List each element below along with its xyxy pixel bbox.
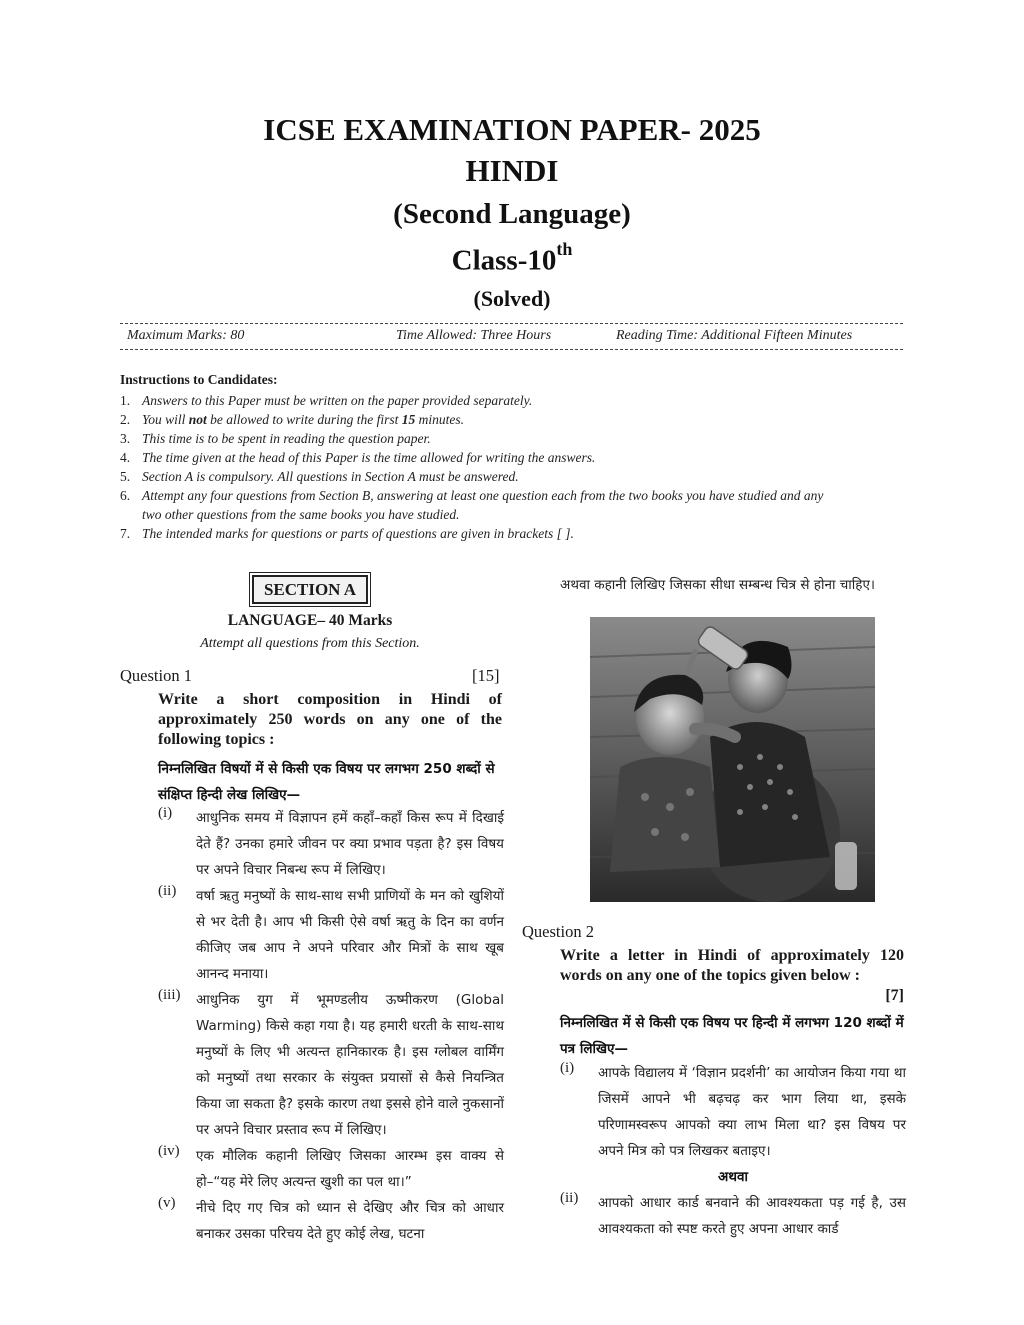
instruction-number: 3. <box>120 431 131 446</box>
instruction-number: 1. <box>120 393 131 408</box>
or-label: अथवा <box>718 1169 748 1185</box>
reading-time: Reading Time: Additional Fifteen Minutes <box>616 328 853 343</box>
instruction-text: You will <box>142 412 189 427</box>
instruction-number: 5. <box>120 469 131 484</box>
instruction-item <box>120 410 905 429</box>
option-text: आपको आधार कार्ड बनवाने की आवश्यकता पड़ गई है, उस आवश्यकता को स्पष्ट करते हुए अपना आधार कार्ड <box>598 1195 906 1237</box>
instruction-text: Answers to this Paper must be written on the paper provided separately. <box>142 393 533 408</box>
instruction-continuation: two other questions from the same books you have studied. <box>142 507 460 522</box>
option-v-continuation: अथवा कहानी लिखिए जिसका सीधा सम्बन्ध चित्र से होना चाहिए। <box>560 577 876 593</box>
option-iv <box>158 1143 504 1195</box>
instruction-text: Attempt any four questions from Section B, answering at least one question each from the two books you have studied and any <box>142 488 824 503</box>
question-2-options <box>560 1060 906 1242</box>
option-label: (v) <box>158 1195 176 1211</box>
question-1-options <box>158 805 504 1247</box>
option-text: आपके विद्यालय में ‘विज्ञान प्रदर्शनी’ का आयोजन किया गया था जिसमें आपने भी बढ़चढ़ कर भाग लिया था, इसके परिणामस्वरूप आपको क्या लाभ मिला था? इस विषय पर अपने मित्र को पत्र लिखकर बताइए। <box>598 1065 906 1159</box>
section-language-marks: LANGUAGE– 40 Marks <box>227 612 393 629</box>
section-a-box: SECTION A <box>252 575 368 604</box>
question-1-title: Question 1 <box>120 666 192 685</box>
instruction-item <box>120 429 905 448</box>
class-title <box>0 239 1024 278</box>
max-marks: Maximum Marks: 80 <box>127 328 245 343</box>
instruction-text-bold: 15 <box>401 412 416 427</box>
instruction-text: The time given at the head of this Paper is the time allowed for writing the answers. <box>142 450 596 465</box>
divider-top <box>120 323 903 324</box>
question-1-hindi: निम्नलिखित विषयों में से किसी एक विषय पर लगभग 250 शब्दों से संक्षिप्त हिन्दी लेख लिखिए— <box>158 761 495 803</box>
instruction-item <box>120 391 905 410</box>
instruction-item <box>120 448 905 467</box>
subject-title: HINDI <box>465 153 559 188</box>
option-label: (iii) <box>158 987 181 1003</box>
letter-option-ii <box>560 1190 906 1242</box>
option-text: वर्षा ऋतु मनुष्यों के साथ-साथ सभी प्राणियों के मन को खुशियों से भर देती है। आप भी किसी ऐसे वर्षा ऋतु के दिन का वर्णन कीजिए जब आप ने अपने परिवार और मित्रों के साथ खूब आनन्द मनाया। <box>196 888 504 982</box>
instruction-text: be allowed to write during the first <box>206 412 402 427</box>
instruction-text: minutes. <box>415 412 465 427</box>
instruction-number: 2. <box>120 412 131 427</box>
question-2-title: Question 2 <box>522 922 594 941</box>
instruction-number: 4. <box>120 450 131 465</box>
question-1-body <box>158 690 502 808</box>
instruction-item <box>120 467 905 486</box>
question-2-marks: [7] <box>885 987 904 1004</box>
instructions-list <box>120 391 905 543</box>
question-1-english: Write a short composition in Hindi of approximately 250 words on any one of the following topics : <box>158 691 502 748</box>
option-text: नीचे दिए गए चित्र को ध्यान से देखिए और चित्र को आधार बनाकर उसका परिचय देते हुए कोई लेख, घटना <box>196 1200 504 1242</box>
option-ii <box>158 883 504 987</box>
option-text: आधुनिक युग में भूमण्डलीय ऊष्मीकरण (Global Warming) किसे कहा गया है। यह हमारी धरती के साथ-साथ मनुष्यों के लिए भी अत्यन्त हानिकारक है। इस ग्लोबल वार्मिंग को मनुष्यों तथा सरकार के संयुक्त प्रयासों से कैसे नियन्त्रित किया जा सकता है? इसके कारण तथा इससे होने वाले नुकसानों पर अपने विचार प्रस्ताव रूप में लिखिए। <box>196 992 504 1138</box>
solved-label: (Solved) <box>473 286 551 311</box>
divider-bottom <box>120 349 903 350</box>
question-2-hindi: निम्नलिखित में से किसी एक विषय पर हिन्दी में लगभग 120 शब्दों में पत्र लिखिए— <box>560 1015 904 1057</box>
instruction-text: The intended marks for questions or parts of questions are given in brackets [ ]. <box>142 526 574 541</box>
option-text: आधुनिक समय में विज्ञापन हमें कहाँ–कहाँ किस रूप में दिखाई देते हैं? उनका हमारे जीवन पर क्या प्रभाव पड़ता है? इस विषय पर अपने विचार निबन्ध रूप में लिखिए। <box>196 810 504 878</box>
instruction-text: Section A is compulsory. All questions in Section A must be answered. <box>142 469 519 484</box>
instruction-text: This time is to be spent in reading the question paper. <box>142 431 431 446</box>
letter-option-i <box>560 1060 906 1164</box>
instructions-title: Instructions to Candidates: <box>120 372 278 387</box>
option-iii <box>158 987 504 1143</box>
option-label: (i) <box>560 1060 575 1076</box>
question-2-body <box>560 946 904 1062</box>
section-instruction: Attempt all questions from this Section. <box>200 636 420 651</box>
option-text: एक मौलिक कहानी लिखिए जिसका आरम्भ इस वाक्य से हो–“यह मेरे लिए अत्यन्त खुशी का पल था।” <box>196 1148 504 1190</box>
children-photo <box>590 617 875 902</box>
option-i <box>158 805 504 883</box>
option-label: (i) <box>158 805 173 821</box>
class-text: Class-10 <box>451 244 557 277</box>
option-label: (ii) <box>560 1190 579 1206</box>
paper-title: ICSE EXAMINATION PAPER- 2025 <box>263 112 761 147</box>
question-1-marks: [15] <box>472 666 500 685</box>
instruction-number: 6. <box>120 488 131 503</box>
instruction-item <box>120 486 905 505</box>
option-label: (ii) <box>158 883 177 899</box>
instruction-number: 7. <box>120 526 131 541</box>
option-v <box>158 1195 504 1247</box>
class-sup: th <box>556 239 573 259</box>
time-allowed: Time Allowed: Three Hours <box>396 328 552 343</box>
instruction-text-bold: not <box>188 412 207 427</box>
question-2-english: Write a letter in Hindi of approximately 120 words on any one of the topics given below : <box>560 947 904 984</box>
instruction-item <box>120 524 905 543</box>
option-label: (iv) <box>158 1143 180 1159</box>
language-subtitle: (Second Language) <box>393 198 631 230</box>
